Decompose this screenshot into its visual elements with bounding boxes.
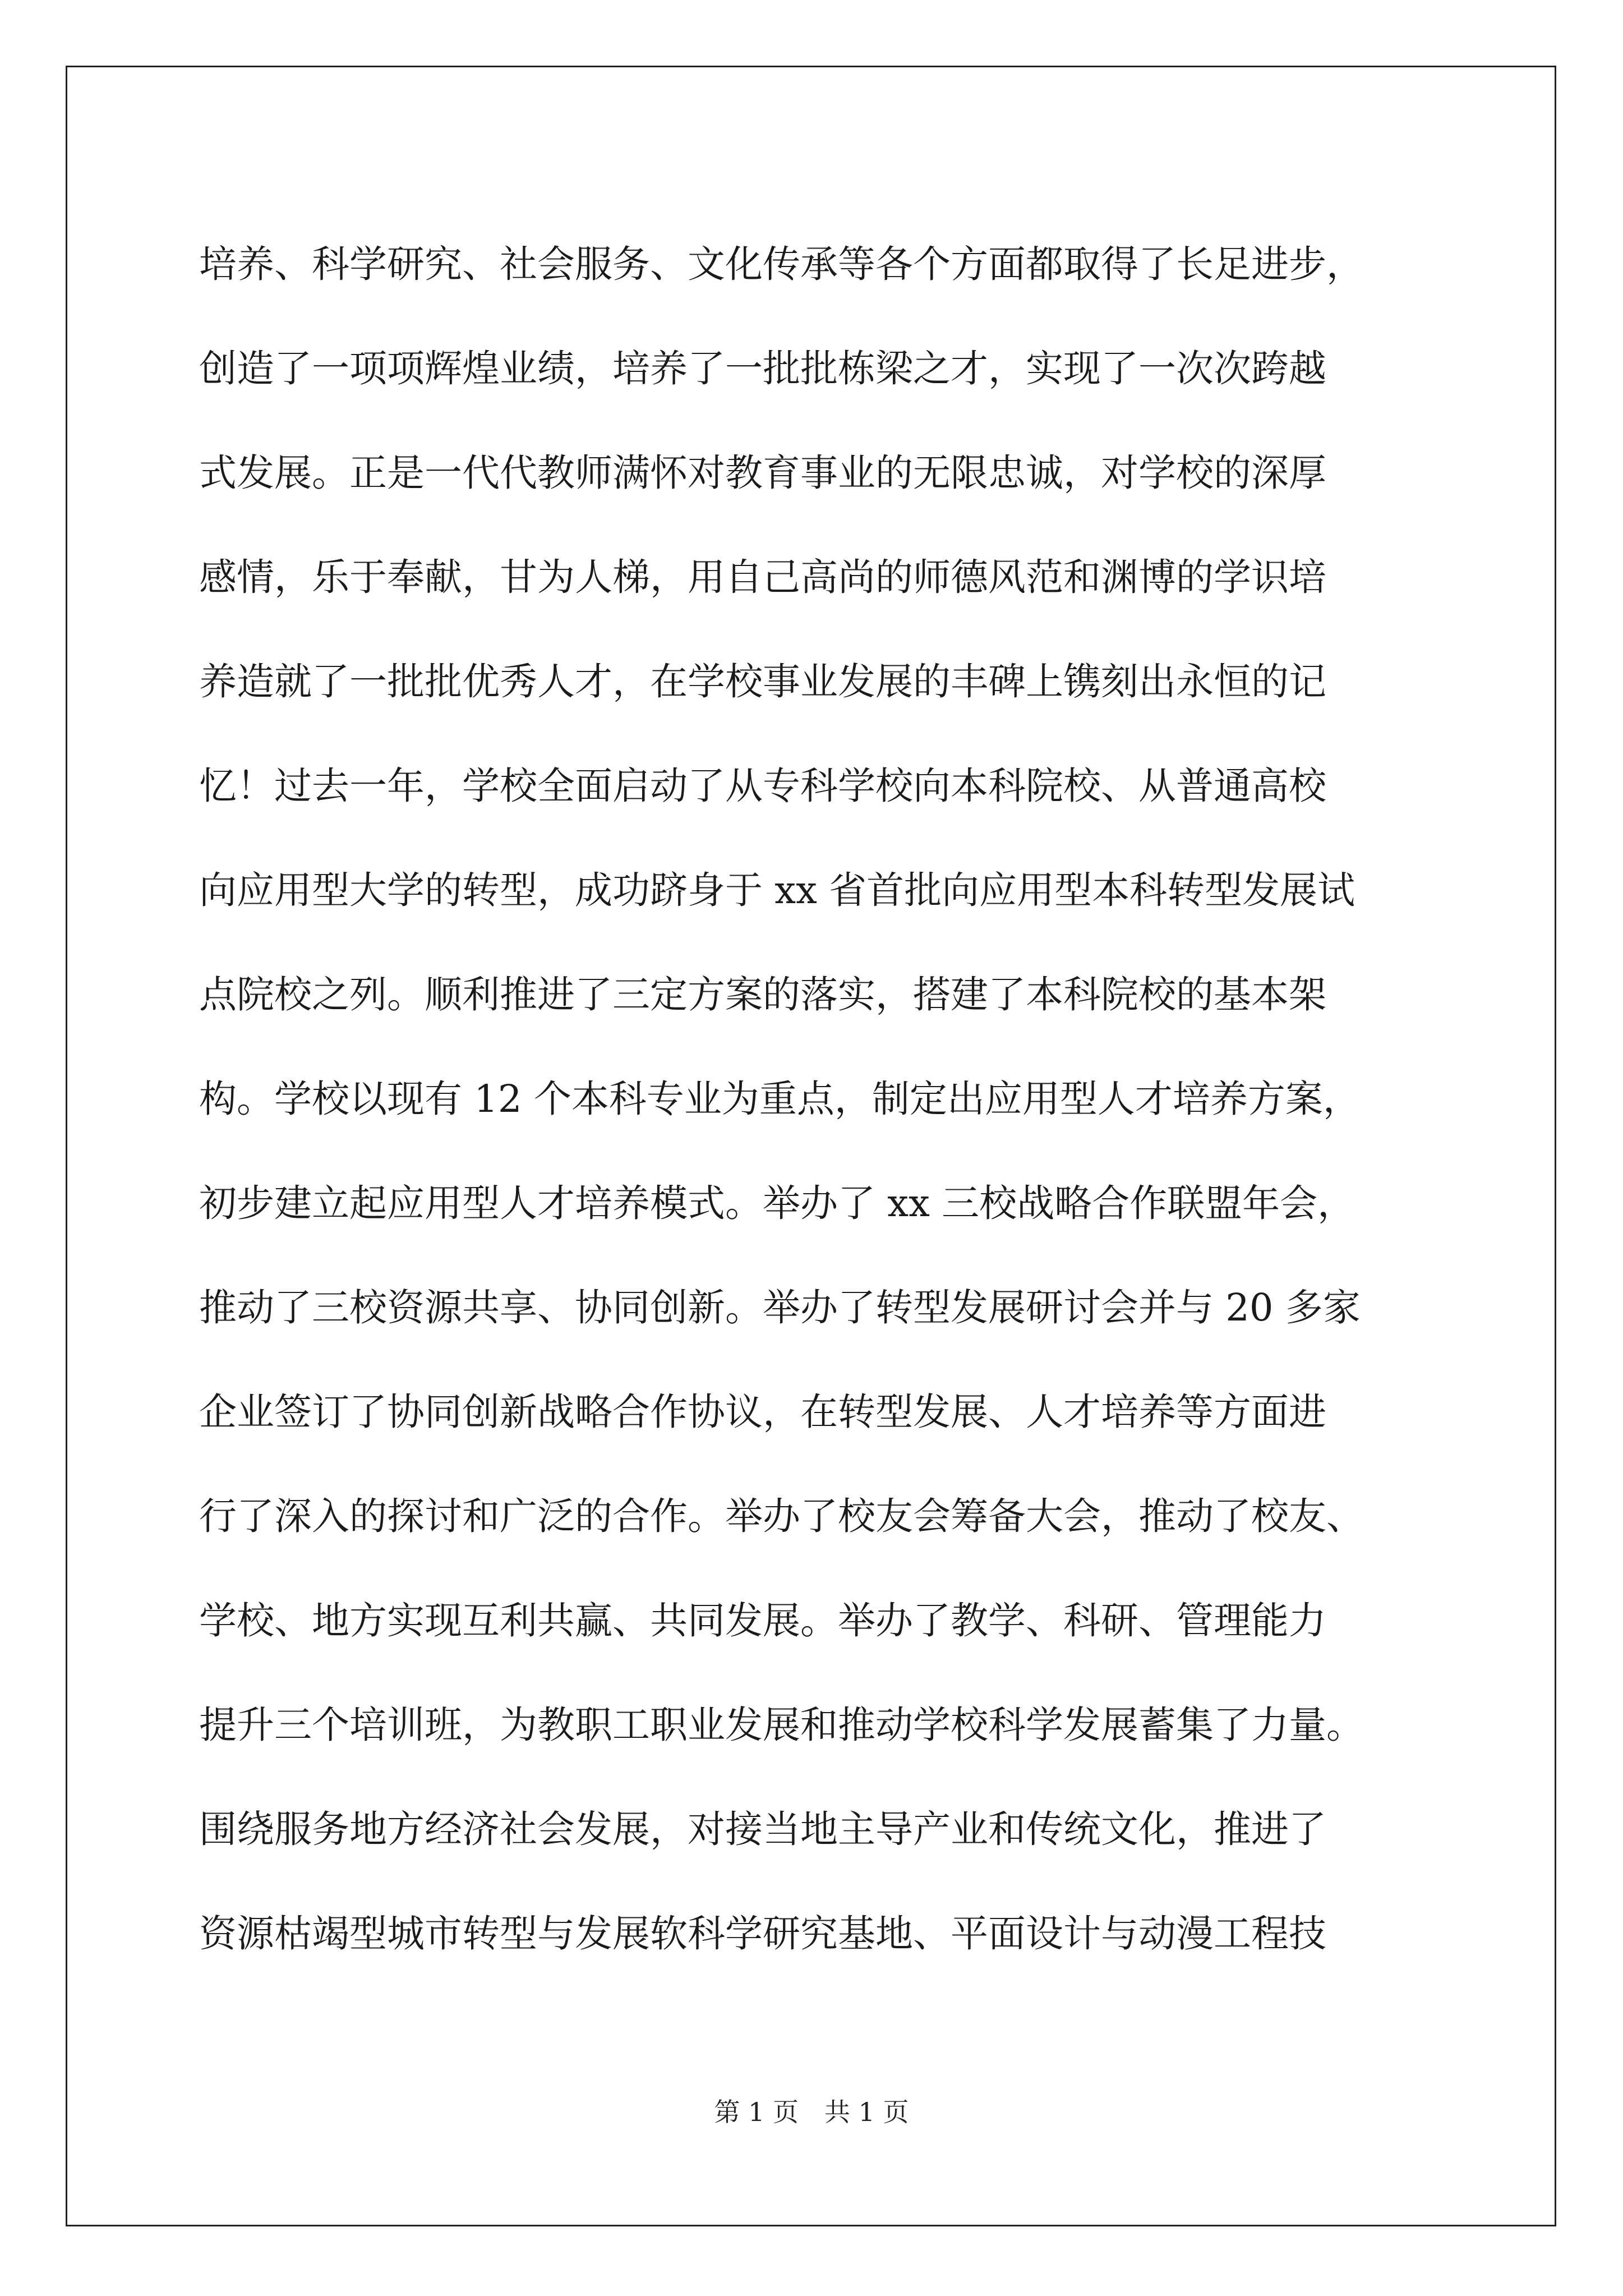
text-line: 向应用型大学的转型，成功跻身于 xx 省首批向应用型本科转型发展试 [199, 868, 1355, 912]
text-line: 初步建立起应用型人才培养模式。举办了 xx 三校战略合作联盟年会， [199, 1181, 1355, 1225]
text-line: 点院校之列。顺利推进了三定方案的落实，搭建了本科院校的基本架 [199, 973, 1326, 1016]
page-footer [0, 2095, 1623, 2129]
text-line: 感情，乐于奉献，甘为人梯，用自己高尚的师德风范和渊博的学识培 [199, 555, 1326, 599]
text-line: 忆！过去一年，学校全面启动了从专科学校向本科院校、从普通高校 [199, 764, 1326, 808]
text-line: 围绕服务地方经济社会发展，对接当地主导产业和传统文化，推进了 [199, 1807, 1326, 1851]
document-body [199, 212, 1433, 1986]
page-number-current: 第 1 页 [714, 2097, 799, 2127]
page-number-total: 共 1 页 [824, 2097, 909, 2127]
text-line: 行了深入的探讨和广泛的合作。举办了校友会筹备大会，推动了校友、 [199, 1494, 1364, 1538]
text-line: 企业签订了协同创新战略合作协议，在转型发展、人才培养等方面进 [199, 1390, 1326, 1434]
text-line: 提升三个培训班，为教职工职业发展和推动学校科学发展蓄集了力量。 [199, 1703, 1364, 1747]
text-line: 构。学校以现有 12 个本科专业为重点，制定出应用型人才培养方案， [199, 1077, 1361, 1121]
text-line: 培养、科学研究、社会服务、文化传承等各个方面都取得了长足进步， [199, 242, 1364, 286]
text-line: 学校、地方实现互利共赢、共同发展。举办了教学、科研、管理能力 [199, 1599, 1326, 1642]
text-line: 创造了一项项辉煌业绩，培养了一批批栋梁之才，实现了一次次跨越 [199, 347, 1326, 390]
text-line: 式发展。正是一代代教师满怀对教育事业的无限忠诚，对学校的深厚 [199, 451, 1326, 495]
text-line: 推动了三校资源共享、协同创新。举办了转型发展研讨会并与 20 多家 [199, 1286, 1361, 1329]
text-line: 养造就了一批批优秀人才，在学校事业发展的丰碑上镌刻出永恒的记 [199, 660, 1326, 703]
text-line: 资源枯竭型城市转型与发展软科学研究基地、平面设计与动漫工程技 [199, 1912, 1326, 1955]
